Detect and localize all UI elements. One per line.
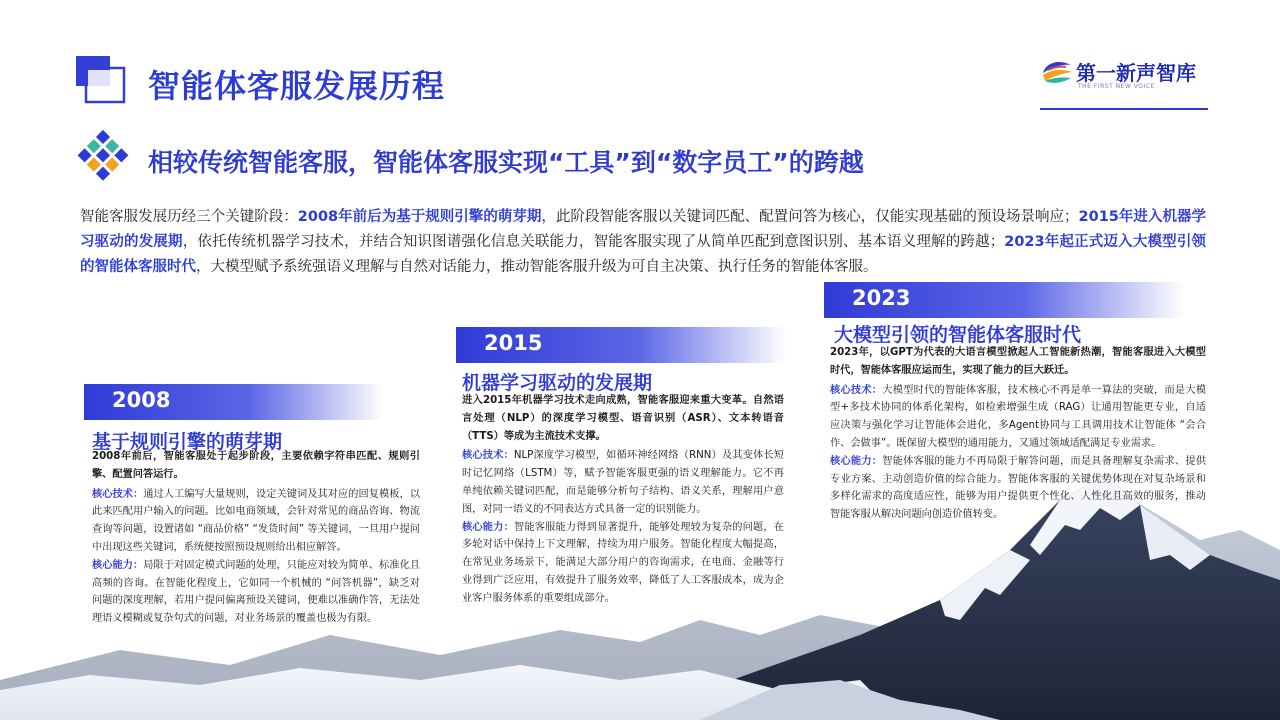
page-title: 智能体客服发展历程 [148,67,446,105]
tech-tag: 核心技术： [462,450,514,462]
intro-text-1: 智能客服发展历经三个关键阶段： [80,209,298,225]
year-bar [824,282,1184,318]
tech-tag: 核心技术： [92,488,144,500]
year-label: 2008 [112,388,171,412]
capability-tag: 核心能力： [462,521,514,533]
capability-text: 智能客服能力得到显著提升，能够处理较为复杂的问题，在多轮对话中保持上下文理解，持续为用户服务。智能化程度大幅提高，在常见业务场景下，能满足大部分用户的咨询需求，在电商、金融等行业得到广泛应用，有效提升了服务效率，降低了人工客服成本，成为企业客户服务体系的重要组成部分。 [462,521,784,604]
tech-text: NLP深度学习模型，如循环神经网络（RNN）及其变体长短时记忆网络（LSTM）等，赋予智能客服更强的语义理解能力。它不再单纯依赖关键词匹配，而是能够分析句子结构、语义关系，理解用户意图，对同一语义的不同表达方式具备一定的识别能力。 [462,450,785,515]
header-bracket-decoration [70,50,132,108]
intro-highlight-2008: 2008年前后为基于规则引擎的萌芽期 [297,209,542,225]
brand-name: 第一新声智库 [1076,61,1196,85]
brand-logo [1040,55,1210,95]
stage-lead: 2023年，以GPT为代表的大语言模型掀起人工智能新热潮，智能客服进入大模型时代，智能体客服应运而生，实现了能力的巨大跃迁。 [830,347,1206,376]
year-bar [456,327,786,363]
stage-body [830,344,1206,524]
capability-tag: 核心能力： [830,455,883,467]
intro-text-4: ，大模型赋予系统强语义理解与自然对话能力，推动智能客服升级为可自主决策、执行任务的智能体客服。 [196,259,878,275]
intro-text-3: ，依托传统机器学习技术，并结合知识图谱强化信息关联能力，智能客服实现了从简单匹配到意图识别、基本语义理解的跨越； [182,234,1005,250]
stage-lead: 进入2015年机器学习技术走向成熟，智能客服迎来重大变革。自然语言处理（NLP）的深度学习模型、语音识别（ASR）、文本转语音（TTS）等成为主流技术支撑。 [462,395,784,442]
brand-logo-icon [1040,57,1074,87]
stage-title: 基于规则引擎的萌芽期 [92,431,283,453]
tech-text: 大模型时代的智能体客服，技术核心不再是单一算法的突破，而是大模型+多技术协同的体系化架构，如检索增强生成（RAG）让通用智能更专业，自适应决策与强化学习让智能体会进化，多Agent协同与工具调用技术让智能体 “会合作、会做事”。既保留大模型的通用能力，又通过领域适配满足专业需求。 [830,384,1207,449]
capability-text: 局限于对固定模式问题的处理，只能应对较为简单、标准化且高频的咨询。在智能化程度上，它如同一个机械的 “问答机器”，缺乏对问题的深度理解，若用户提问偏离预设关键词，便难以准确作答，无法处理语义模糊或复杂句式的问题，对业务场景的覆盖也极为有限。 [92,559,421,625]
stage-body [462,392,784,608]
stage-lead: 2008年前后，智能客服处于起步阶段，主要依赖字符串匹配、规则引擎、配置问答运行。 [92,451,420,480]
diamond-grid-icon [72,130,134,192]
capability-text: 智能体客服的能力不再局限于解答问题，而是具备理解复杂需求、提供专业方案、主动创造价值的综合能力。智能体客服的关键优势体现在对复杂场景和多样化需求的高度适应性，能够为用户提供更个性化、人性化且高效的服务，推动智能客服从解决问题向创造价值转变。 [830,455,1207,521]
stage-title: 大模型引领的智能体客服时代 [834,324,1082,346]
year-label: 2023 [852,286,911,310]
stage-title: 机器学习驱动的发展期 [462,372,653,394]
section-subtitle: 相较传统智能客服，智能体客服实现“工具”到“数字员工”的跨越 [148,148,864,177]
stage-body [92,448,420,628]
brand-tagline: THE FIRST NEW VOICE [1078,83,1155,90]
intro-highlight-2015: 2015年进入机器学习驱动的发展期 [80,209,1206,250]
tech-text: 通过人工编写大量规则，设定关键词及其对应的回复模板，以此来匹配用户输入的问题。比如电商领域，会针对常见的商品咨询、物流查询等问题，设置诸如 “商品价格” “发货时间” 等关键词，一旦用户提问中出现这些关键词，系统便按照预设规则给出相应解答。 [92,488,421,553]
year-bar [84,384,384,420]
intro-highlight-2023: 2023年起正式迈入大模型引领的智能体客服时代 [80,234,1207,275]
tech-tag: 核心技术： [830,384,883,396]
header-divider [1040,108,1208,110]
year-label: 2015 [484,331,543,355]
capability-tag: 核心能力： [92,559,144,571]
intro-text-2: ，此阶段智能客服以关键词匹配、配置问答为核心，仅能实现基础的预设场景响应； [541,209,1079,225]
intro-paragraph [80,205,1206,280]
